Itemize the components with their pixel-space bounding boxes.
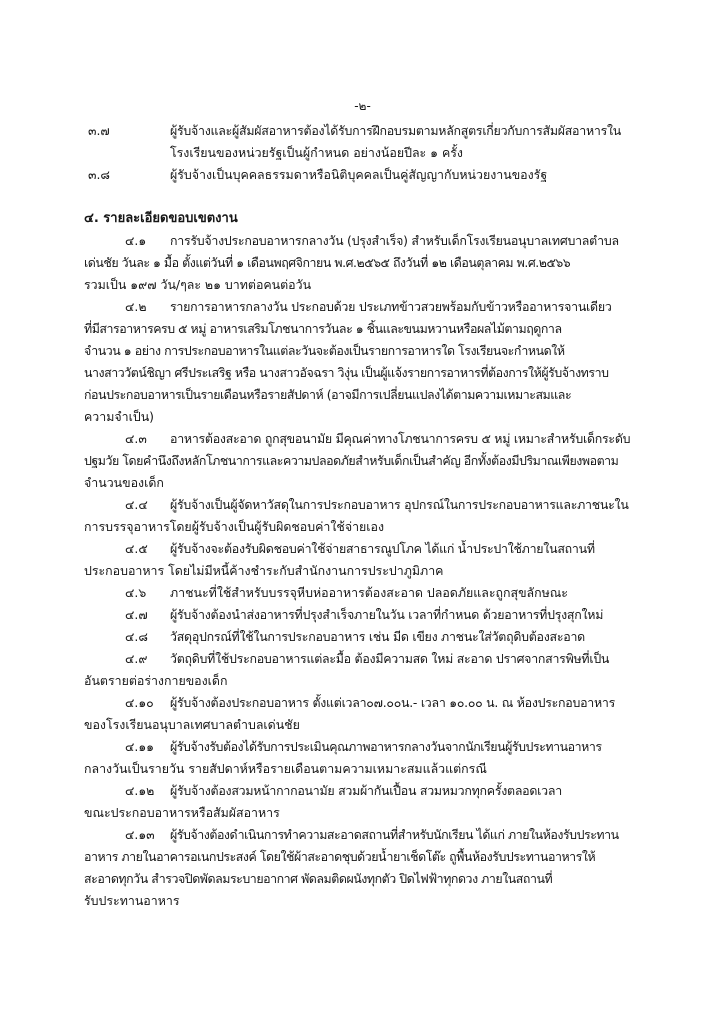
item-3-7-line-1: ผู้รับจ้างและผู้สัมผัสอาหารต้องได้รับการฝึกอบรมตามหลักสูตรเกี่ยวกับการสัมผัสอาหารใน <box>170 123 622 138</box>
item-number-4-8: ๔.๘ <box>125 629 148 644</box>
item-4-4-line-1: ผู้รับจ้างเป็นผู้จัดหาวัสดุในการประกอบอาหาร อุปกรณ์ในการประกอบอาหารและภาชนะใน <box>170 497 629 512</box>
item-4-12-line-2: ขณะประกอบอาหารหรือสัมผัสอาหาร <box>84 805 280 820</box>
item-number-3-7: ๓.๗ <box>88 123 110 138</box>
item-number-4-7: ๔.๗ <box>125 607 148 622</box>
item-4-4-line-2: การบรรจุอาหารโดยผู้รับจ้างเป็นผู้รับผิดชอบค่าใช้จ่ายเอง <box>84 519 385 534</box>
item-3-7-line-2: โรงเรียนของหน่วยรัฐเป็นผู้กำหนด อย่างน้อยปีละ ๑ ครั้ง <box>170 145 463 160</box>
item-number-4-3: ๔.๓ <box>125 431 147 446</box>
item-number-4-4: ๔.๔ <box>125 497 148 512</box>
item-4-2-line-1: รายการอาหารกลางวัน ประกอบด้วย ประเภทข้าวสวยพร้อมกับข้าวหรืออาหารจานเดียว <box>170 299 612 314</box>
item-number-4-9: ๔.๙ <box>125 651 148 666</box>
item-4-2-line-6: ความจำเป็น) <box>84 409 154 424</box>
item-4-10-line-1: ผู้รับจ้างต้องประกอบอาหาร ตั้งแต่เวลา๐๗.๐๐น.- เวลา ๑๐.๐๐ น. ณ ห้องประกอบอาหาร <box>170 695 616 710</box>
item-4-13-line-4: รับประทานอาหาร <box>84 893 180 908</box>
item-number-4-6: ๔.๖ <box>125 585 147 600</box>
item-number-4-5: ๔.๕ <box>125 541 148 556</box>
item-4-10-line-2: ของโรงเรียนอนุบาลเทศบาลตำบลเด่นชัย <box>84 717 300 732</box>
item-4-1-line-2: เด่นชัย วันละ ๑ มื้อ ตั้งแต่วันที่ ๑ เดือนพฤศจิกายน พ.ศ.๒๕๖๕ ถึงวันที่ ๑๒ เดือนตุลาคม พ.ศ.๒๕๖๖ <box>84 255 571 270</box>
item-3-8-line-1: ผู้รับจ้างเป็นบุคคลธรรมดาหรือนิติบุคคลเป็นคู่สัญญากับหน่วยงานของรัฐ <box>170 167 548 182</box>
item-4-2-line-3: จำนวน ๑ อย่าง การประกอบอาหารในแต่ละวันจะต้องเป็นรายการอาหารใด โรงเรียนจะกำหนดให้ <box>84 343 565 358</box>
item-4-9-line-1: วัตถุดิบที่ใช้ประกอบอาหารแต่ละมื้อ ต้องมีความสด ใหม่ สะอาด ปราศจากสารพิษที่เป็น <box>170 651 610 666</box>
item-4-13-line-3: สะอาดทุกวัน สำรวจปิดพัดลมระบายอากาศ พัดลมติดผนังทุกตัว ปิดไฟฟ้าทุกดวง ภายในสถานที่ <box>84 871 553 886</box>
item-4-1-line-3: รวมเป็น ๑๙๗ วัน/ๆละ ๒๑ บาทต่อคนต่อวัน <box>84 277 312 292</box>
item-number-3-8: ๓.๘ <box>88 167 110 182</box>
section-4-heading: ๔. รายละเอียดขอบเขตงาน <box>84 211 238 226</box>
item-number-4-10: ๔.๑๐ <box>125 695 154 710</box>
item-4-13-line-2: อาหาร ภายในอาคารอเนกประสงค์ โดยใช้ผ้าสะอาดชุบด้วยน้ำยาเช็ดโต๊ะ ถูพื้นห้องรับประทานอาหารให้ <box>84 849 596 864</box>
item-4-2-line-4: นางสาววัตน์ชิญา ศรีประเสริฐ หรือ นางสาวอัจฉรา วิงุ่น เป็นผู้แจ้งรายการอาหารที่ต้องการให้ผู้รับจ้างทราบ <box>84 365 609 380</box>
item-4-5-line-1: ผู้รับจ้างจะต้องรับผิดชอบค่าใช้จ่ายสาธารณูปโภค ได้แก่ น้ำประปาใช้ภายในสถานที่ <box>170 541 595 556</box>
item-number-4-1: ๔.๑ <box>125 233 147 248</box>
item-4-2-line-2: ที่มีสารอาหารครบ ๕ หมู่ อาหารเสริมโภชนาการวันละ ๑ ชิ้นและขนมหวานหรือผลไม้ตามฤดูกาล <box>84 321 562 336</box>
item-4-12-line-1: ผู้รับจ้างต้องสวมหน้ากากอนามัย สวมผ้ากันเปื้อน สวมหมวกทุกครั้งตลอดเวลา <box>170 783 562 798</box>
item-4-3-line-3: จำนวนของเด็ก <box>84 475 164 490</box>
item-4-5-line-2: ประกอบอาหาร โดยไม่มีหนี้ค้างชำระกับสำนักงานการประปาภูมิภาค <box>84 563 444 578</box>
item-number-4-2: ๔.๒ <box>125 299 147 314</box>
item-number-4-12: ๔.๑๒ <box>125 783 155 798</box>
item-4-3-line-1: อาหารต้องสะอาด ถูกสุขอนามัย มีคุณค่าทางโภชนาการครบ ๕ หมู่ เหมาะสำหรับเด็กระดับ <box>170 431 631 446</box>
item-4-7-line-1: ผู้รับจ้างต้องนำส่งอาหารที่ปรุงสำเร็จภายในวัน เวลาที่กำหนด ด้วยอาหารที่ปรุงสุกใหม่ <box>170 607 604 622</box>
item-number-4-11: ๔.๑๑ <box>125 739 155 754</box>
item-4-8-line-1: วัสดุอุปกรณ์ที่ใช้ในการประกอบอาหาร เช่น มีด เขียง ภาชนะใส่วัตถุดิบต้องสะอาด <box>170 629 585 644</box>
item-4-13-line-1: ผู้รับจ้างต้องดำเนินการทำความสะอาดสถานที่สำหรับนักเรียน ได้แก่ ภายในห้องรับประทาน <box>170 827 619 842</box>
item-4-11-line-1: ผู้รับจ้างรับต้องได้รับการประเมินคุณภาพอาหารกลางวันจากนักเรียนผู้รับประทานอาหาร <box>170 739 602 754</box>
item-4-11-line-2: กลางวันเป็นรายวัน รายสัปดาห์หรือรายเดือนตามความเหมาะสมแล้วแต่กรณี <box>84 761 487 776</box>
item-number-4-13: ๔.๑๓ <box>125 827 155 842</box>
item-4-9-line-2: อันตรายต่อร่างกายของเด็ก <box>84 673 228 688</box>
page-number: -๒- <box>354 99 371 113</box>
item-4-1-line-1: การรับจ้างประกอบอาหารกลางวัน (ปรุงสำเร็จ) สำหรับเด็กโรงเรียนอนุบาลเทศบาลตำบล <box>170 233 619 248</box>
item-4-3-line-2: ปฐมวัย โดยคำนึงถึงหลักโภชนาการและความปลอดภัยสำหรับเด็กเป็นสำคัญ อีกทั้งต้องมีปริมาณเพียงพอตาม <box>84 453 619 468</box>
item-4-6-line-1: ภาชนะที่ใช้สำหรับบรรจุหีบห่ออาหารต้องสะอาด ปลอดภัยและถูกสุขลักษณะ <box>170 585 568 600</box>
item-4-2-line-5: ก่อนประกอบอาหารเป็นรายเดือนหรือรายสัปดาห์ (อาจมีการเปลี่ยนแปลงได้ตามความเหมาะสมและ <box>84 387 572 402</box>
